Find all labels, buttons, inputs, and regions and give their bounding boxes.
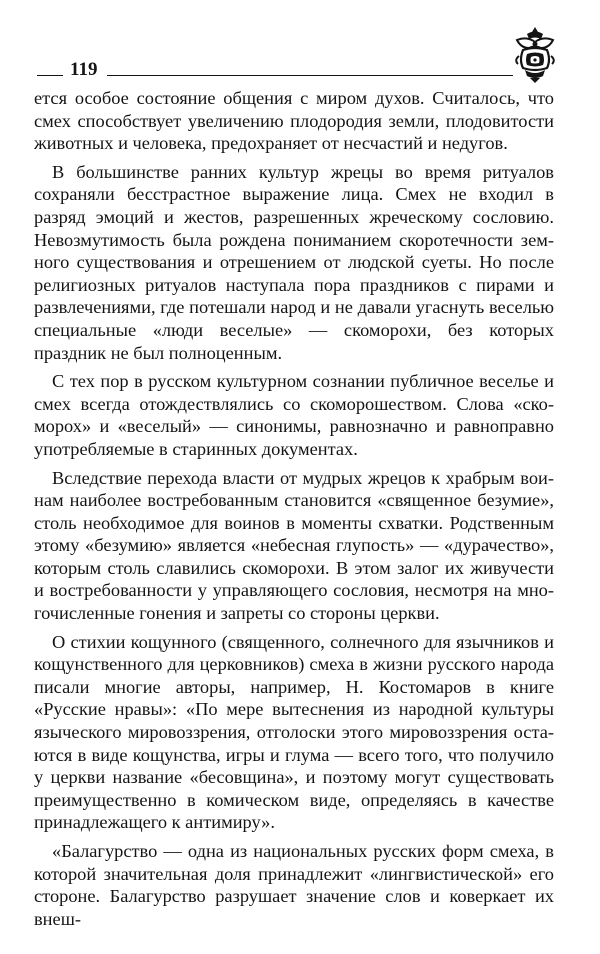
paragraph-3: С тех пор в русском культурном сознании публичное веселье и смех всегда отождествлялись со скоморошеством. Слова «скоморох» и «веселый» — синонимы, равнозначно и равноправно употребляемые в старинных документах. <box>34 371 554 459</box>
paragraph-2: В большинстве ранних культур жрецы во время ритуалов сохраняли бесстрастное выражение лица. Смех не входил в разряд эмоций и жестов, разрешенных жреческому сословию. Невозмутимость была рождена пониманием скоротечности земного существования и отрешением от людской суеты. Но после религиозных ритуалов наступала пора праздников с пирами и развлечениями, где потешали народ и не давали угаснуть веселью специальные «люди веселые» — скоморохи, без которых праздник не был полноценным. <box>34 161 554 363</box>
header-rule-right <box>107 75 513 76</box>
header-rule-left <box>37 75 63 76</box>
paragraph-1: ется особое состояние общения с миром духов. Считалось, что смех способствует увеличению плодородия земли, плодовитости животных и человека, предохраняет от несчастий и недугов. <box>34 88 554 154</box>
page-header <box>37 26 557 86</box>
paragraph-6: «Балагурство — одна из национальных русских форм смеха, в которой значительная доля принадлежит «лингвистической» его стороне. Балагурство разрушает значение слов и коверкает их внеш- <box>34 841 554 929</box>
paragraph-5: О стихии кощунного (священного, солнечного для язычников и кощунственного для церковников) смеха в жизни русского народа писали многие авторы, например, Н. Костомаров в книге «Русские нравы»: «По мере вытеснения из народной культуры языческого мировоззрения, отголоски этого мировоззрения остаются в виде кощунства, игры и глума — всего того, что получило у церкви название «бесовщина», и поэтому могут существовать преимущественно в комическом виде, определяясь в качестве принадлежащего к антимиру». <box>34 631 554 833</box>
page-number: 119 <box>70 59 98 80</box>
body-text <box>34 87 554 936</box>
paragraph-4: Вследствие перехода власти от мудрых жрецов к храбрым воинам наиболее востребованным становится «священное безумие», столь необходимое для воинов в моменты схватки. Родственным этому «безумию» является «небесная глупость» — «дурачество», которым столь славились скоморохи. В этом залог их живучести и востребованности у управляющего сословия, несмотря на многочисленные гонения и запреты со стороны церкви. <box>34 467 554 624</box>
folk-ornament-icon <box>513 26 557 84</box>
